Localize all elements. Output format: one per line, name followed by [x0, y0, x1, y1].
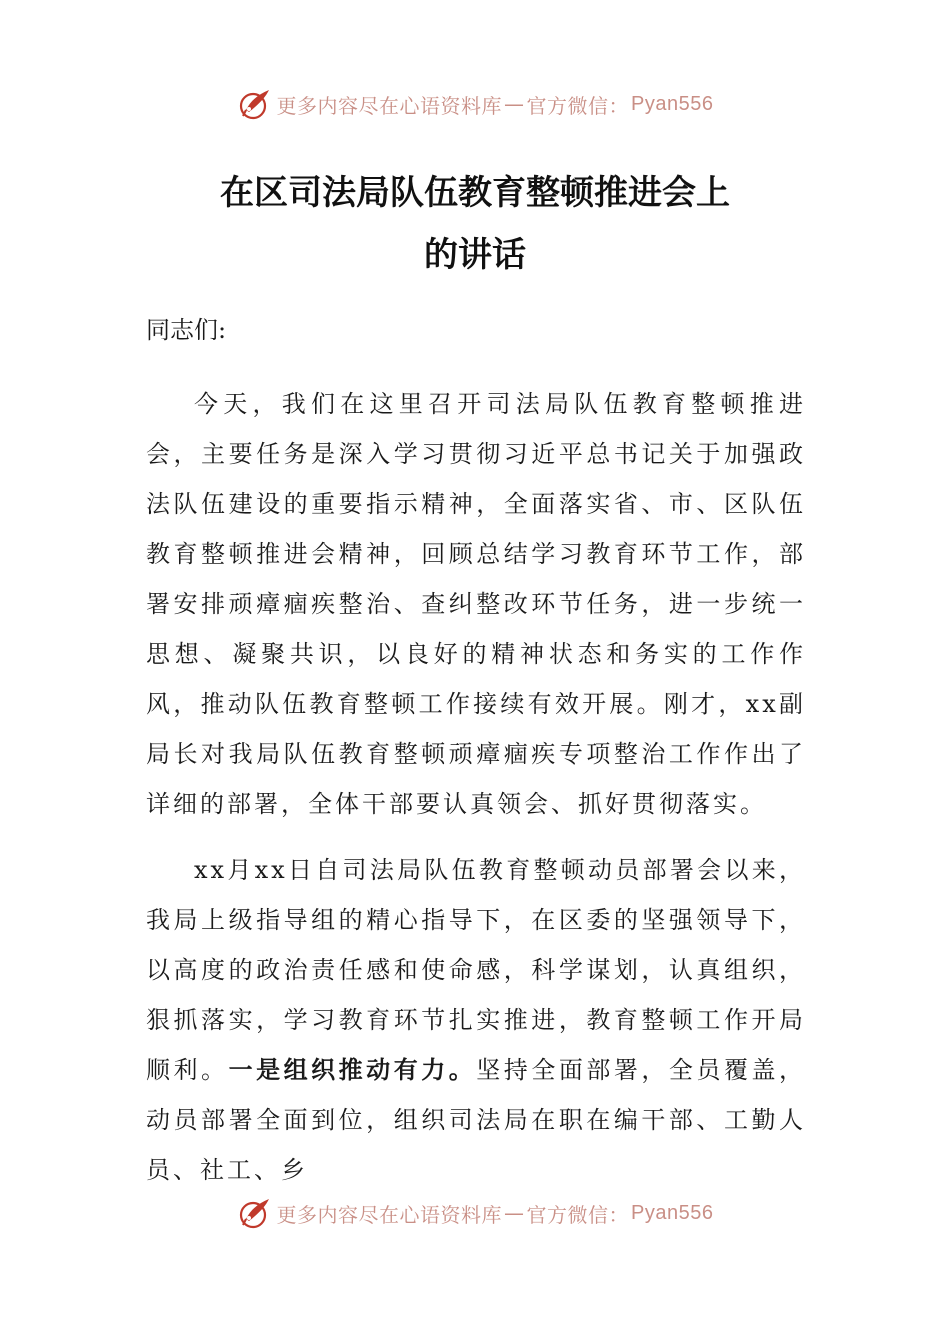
paragraph-2-bold-lead: 一是组织推动有力。: [228, 1056, 477, 1084]
banner-wechat-label: 官方微信：: [526, 93, 630, 118]
paragraph-2-rest: 坚持全面部署，全员覆盖，动员部署全面到位，组织司法局在职在编干部、工勤人员、社工、乡: [146, 1056, 807, 1184]
quill-pen-logo-icon: [237, 86, 273, 122]
banner-text: 更多内容尽在心语资料库: [276, 93, 503, 118]
banner-wechat-id: Pyan556: [631, 1201, 714, 1224]
quill-pen-logo-icon: [237, 1195, 273, 1231]
footer-watermark-banner: [0, 1191, 950, 1235]
header-watermark-banner: [0, 82, 950, 126]
paragraph-1: 今天，我们在这里召开司法局队伍教育整顿推进会，主要任务是深入学习贯彻习近平总书记关于加强政法队伍建设的重要指示精神，全面落实省、市、区队伍教育整顿推进会精神，回顾总结学习教育环节工作，部署安排顽瘴痼疾整治、查纠整改环节任务，进一步统一思想、凝聚共识，以良好的精神状态和务实的工作作风，推动队伍教育整顿工作接续有效开展。刚才，xx副局长对我局队伍教育整顿顽瘴痼疾专项整治工作作出了详细的部署，全体干部要认真领会、抓好贯彻落实。: [146, 390, 806, 818]
document-title: [0, 162, 950, 286]
banner-wechat-label: 官方微信：: [526, 1202, 630, 1227]
document-body: [146, 305, 806, 1195]
paragraph-2-text: xx月xx日自司法局队伍教育整顿动员部署会以来，我局上级指导组的精心指导下，在区委的坚强领导下，以高度的政治责任感和使命感，科学谋划，认真组织，狠抓落实，学习教育环节扎实推进，教育整顿工作开局顺利。: [146, 856, 806, 1084]
salutation: 同志们:: [146, 316, 227, 344]
banner-text: 更多内容尽在心语资料库: [276, 1202, 503, 1227]
banner-wechat-id: Pyan556: [631, 92, 714, 115]
banner-dash: —: [504, 92, 525, 116]
banner-dash: —: [504, 1201, 525, 1225]
title-line-2: 的讲话: [424, 235, 526, 275]
paragraph-2: [146, 845, 806, 1195]
title-line-1: 在区司法局队伍教育整顿推进会上: [220, 173, 730, 213]
